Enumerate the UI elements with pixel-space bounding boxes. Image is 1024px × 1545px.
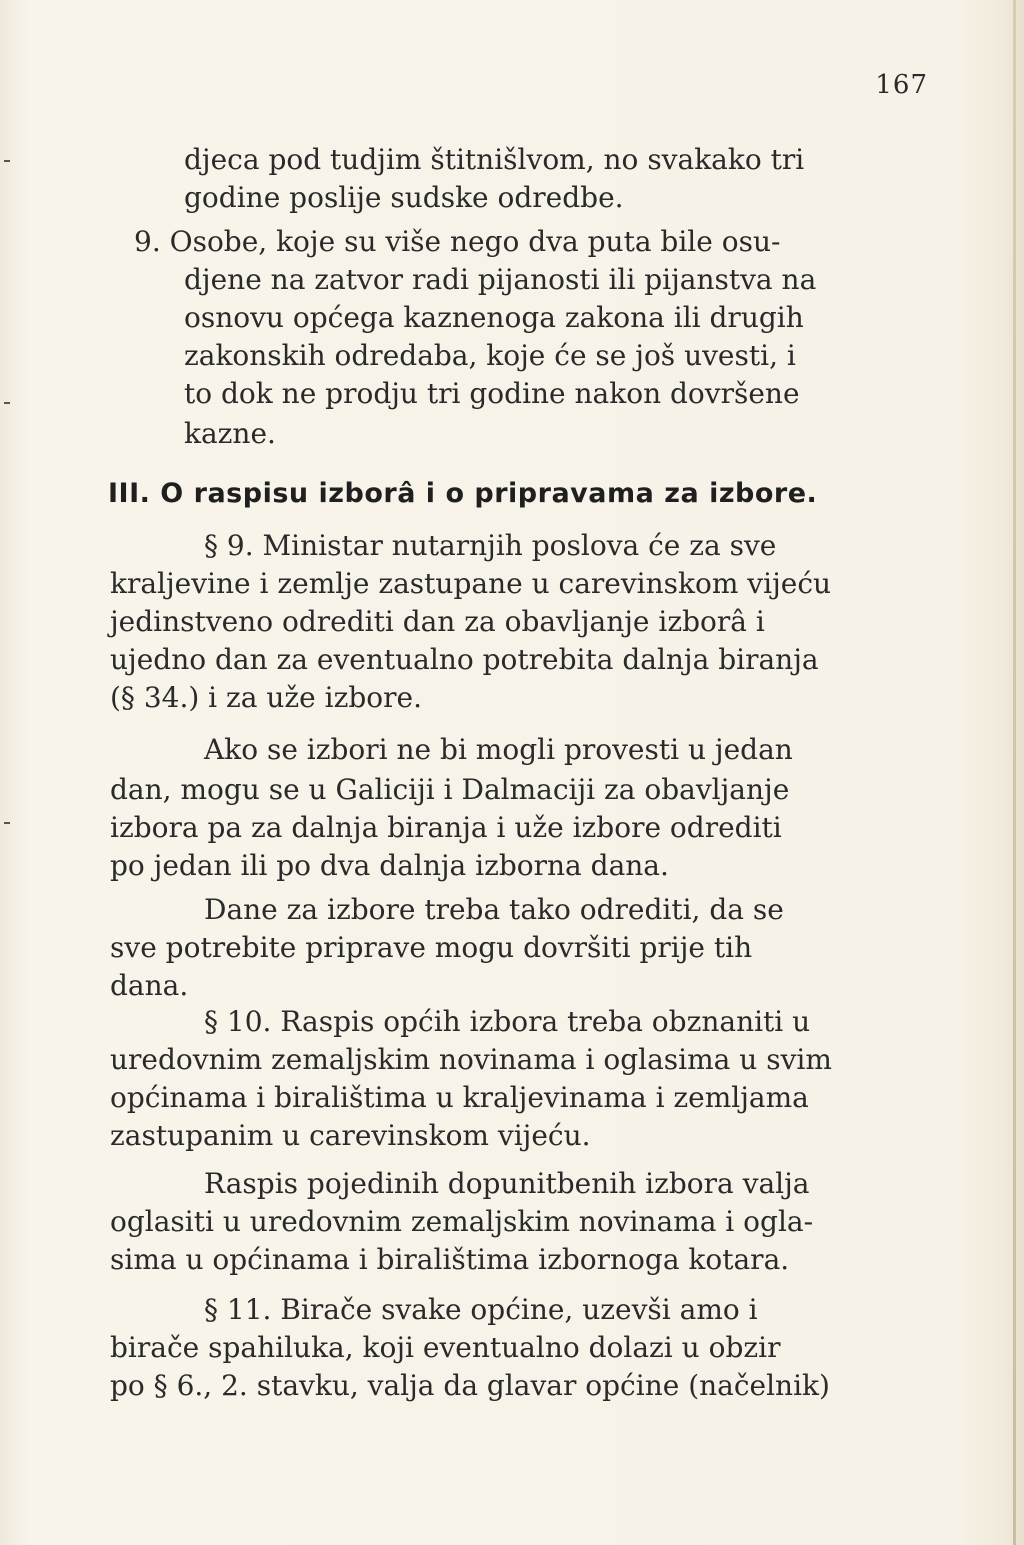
line-text: djeca pod tudjim štitnišlvom, no svakako tri xyxy=(184,143,805,176)
text-line: dan, mogu se u Galiciji i Dalmaciji za obavljanje xyxy=(110,773,790,806)
text-line: osnovu općega kaznenoga zakona ili drugih xyxy=(184,301,804,334)
text-line: Dane za izbore treba tako odrediti, da se xyxy=(204,893,784,926)
text-line: Raspis pojedinih dopunitbenih izbora valja xyxy=(204,1167,810,1200)
text-line: kraljevine i zemlje zastupane u carevinskom vijeću xyxy=(110,567,832,600)
margin-mark xyxy=(4,160,10,162)
text-line xyxy=(184,142,926,178)
text-line: § 9. Ministar nutarnjih poslova će za sve xyxy=(204,529,777,562)
text-line: kazne. xyxy=(184,417,276,450)
text-line: općinama i biralištima u kraljevinama i zemljama xyxy=(110,1081,809,1114)
text-line: dana. xyxy=(110,969,189,1002)
text-line: to dok ne prodju tri godine nakon dovršene xyxy=(184,377,800,410)
text-line: 9. Osobe, koje su više nego dva puta bile osu- xyxy=(134,225,781,258)
text-line: § 10. Raspis općih izbora treba obznaniti u xyxy=(204,1005,811,1038)
page-number: 167 xyxy=(875,70,928,100)
text-line: ujedno dan za eventualno potrebita dalnja biranja xyxy=(110,643,819,676)
text-line: djene na zatvor radi pijanosti ili pijanstva na xyxy=(184,263,817,296)
section-heading: III. O raspisu izborâ i o pripravama za izbore. xyxy=(108,478,818,509)
text-line: uredovnim zemaljskim novinama i oglasima u svim xyxy=(110,1043,832,1076)
margin-mark xyxy=(4,822,10,824)
text-line: godine poslije sudske odredbe. xyxy=(184,181,624,214)
text-line: sve potrebite priprave mogu dovršiti prije tih xyxy=(110,931,753,964)
page-edge xyxy=(1013,0,1016,1545)
text-line: jedinstveno odrediti dan za obavljanje izborâ i xyxy=(110,605,765,638)
text-line: (§ 34.) i za uže izbore. xyxy=(110,681,422,714)
text-line: § 11. Birače svake općine, uzevši amo i xyxy=(204,1293,758,1326)
text-line: zastupanim u carevinskom vijeću. xyxy=(110,1119,591,1152)
text-line: birače spahiluka, koji eventualno dolazi u obzir xyxy=(110,1331,781,1364)
text-line: zakonskih odredaba, koje će se još uvesti, i xyxy=(184,339,796,372)
text-line: izbora pa za dalnja biranja i uže izbore odrediti xyxy=(110,811,782,844)
text-line: oglasiti u uredovnim zemaljskim novinama i ogla- xyxy=(110,1205,814,1238)
text-line: sima u općinama i biralištima izbornoga kotara. xyxy=(110,1243,790,1276)
margin-mark xyxy=(4,402,10,404)
text-line: Ako se izbori ne bi mogli provesti u jedan xyxy=(204,733,793,766)
text-line: po jedan ili po dva dalnja izborna dana. xyxy=(110,849,669,882)
text-line: po § 6., 2. stavku, valja da glavar općine (načelnik) xyxy=(110,1369,830,1402)
